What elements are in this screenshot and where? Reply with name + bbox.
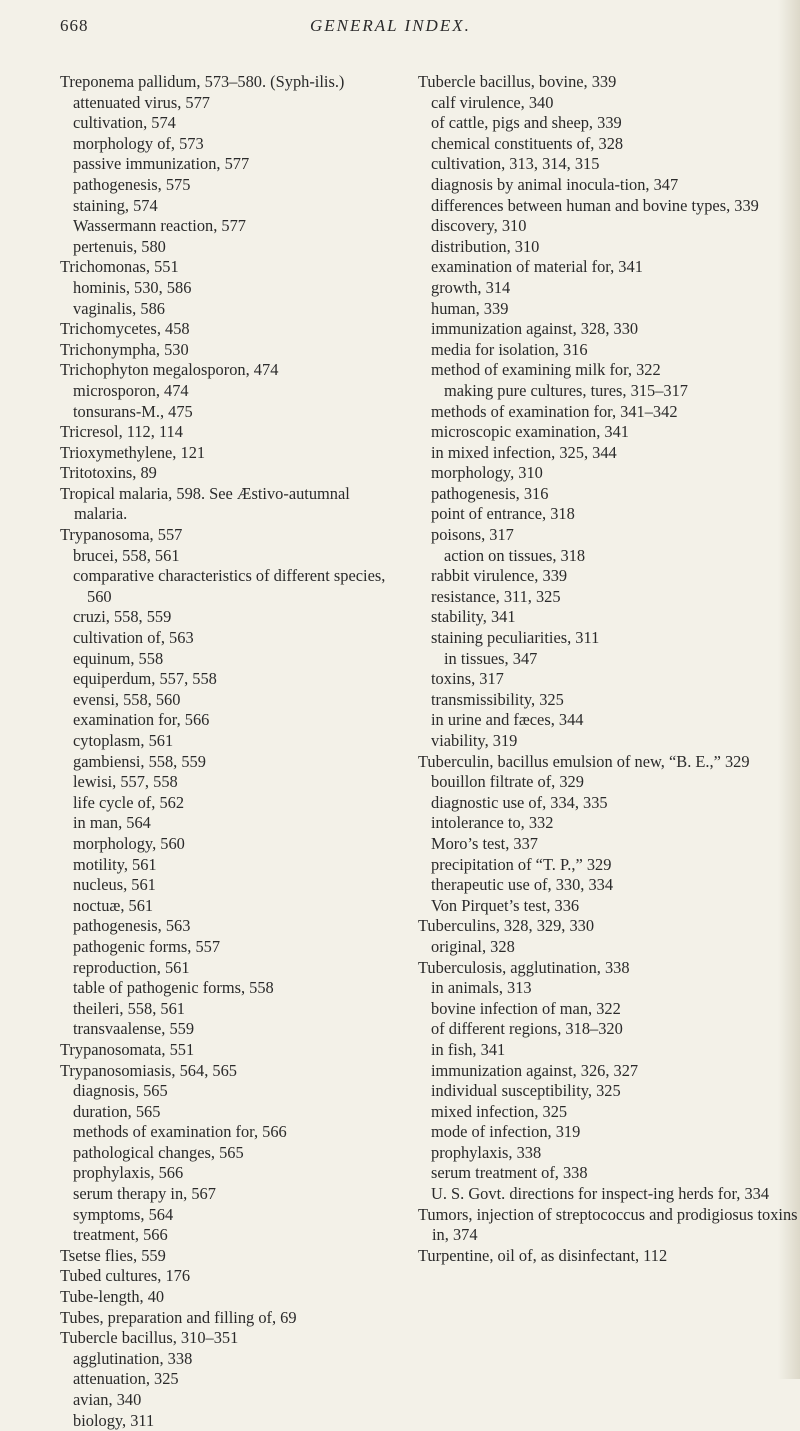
index-subentry: cultivation of, 563 [73, 628, 194, 648]
index-subentry: in man, 564 [73, 813, 151, 833]
index-subentry: pathogenesis, 316 [431, 483, 549, 503]
index-subentry: pathogenic forms, 557 [73, 936, 221, 956]
index-subentry: of cattle, pigs and sheep, 339 [431, 113, 622, 133]
index-subentry: methods of examination for, 566 [73, 1122, 287, 1142]
index-entry: Trichomonas, 551 [60, 257, 179, 277]
index-subentry: media for isolation, 316 [431, 339, 588, 359]
page-number: 668 [60, 16, 89, 35]
index-entry: Tubes, preparation and filling of, 69 [60, 1307, 297, 1327]
index-subentry: growth, 314 [431, 277, 511, 297]
index-subentry: treatment, 566 [73, 1225, 168, 1245]
index-subentry: cytoplasm, 561 [73, 731, 174, 750]
index-column-left [60, 72, 400, 1431]
index-subentry: immunization against, 328, 330 [431, 319, 639, 339]
index-subentry: prophylaxis, 566 [73, 1163, 184, 1183]
index-subentry: avian, 340 [73, 1390, 142, 1409]
index-subentry: attenuated virus, 577 [73, 92, 211, 112]
index-subentry: in fish, 341 [431, 1039, 506, 1059]
index-subentry: viability, 319 [431, 731, 518, 750]
index-entry: Tubercle bacillus, bovine, 339 [418, 72, 617, 91]
index-subentry: serum treatment of, 338 [431, 1163, 588, 1183]
index-subentry: bouillon filtrate of, 329 [431, 772, 584, 792]
index-entry: Tritotoxins, 89 [60, 463, 157, 483]
index-subentry: staining, 574 [73, 195, 158, 215]
index-subentry: human, 339 [431, 298, 509, 318]
index-subentry: method of examining milk for, 322 [431, 360, 661, 380]
index-column-right [418, 72, 798, 1266]
index-subentry: mixed infection, 325 [431, 1101, 568, 1121]
index-subentry: attenuation, 325 [73, 1369, 179, 1389]
index-subentry: pathogenesis, 575 [73, 174, 191, 194]
index-subentry: cultivation, 574 [73, 113, 176, 133]
index-entry: Treponema pallidum, 573–580. (Syph-ilis.) [60, 72, 345, 91]
index-subentry: diagnostic use of, 334, 335 [431, 792, 608, 812]
index-subentry: noctuæ, 561 [73, 895, 154, 915]
index-subentry: nucleus, 561 [73, 875, 156, 895]
index-entry: Tube-length, 40 [60, 1287, 165, 1307]
index-entry: Tuberculin, bacillus emulsion of new, “B. E.,” 329 [418, 751, 750, 771]
index-subentry: pathological changes, 565 [73, 1142, 244, 1162]
index-subentry: prophylaxis, 338 [431, 1142, 542, 1162]
index-subentry: symptoms, 564 [73, 1204, 174, 1224]
index-subentry: comparative characteristics of different species, 560 [73, 566, 386, 606]
index-subentry: transmissibility, 325 [431, 689, 564, 709]
index-subentry: original, 328 [431, 936, 515, 956]
index-subentry: Von Pirquet’s test, 336 [431, 895, 580, 915]
index-subentry: theileri, 558, 561 [73, 998, 185, 1018]
index-subentry: diagnosis, 565 [73, 1081, 168, 1101]
index-subentry: brucei, 558, 561 [73, 545, 180, 565]
index-subentry: lewisi, 557, 558 [73, 772, 178, 792]
index-entry: Trypanosomata, 551 [60, 1039, 195, 1059]
index-subentry: in urine and fæces, 344 [431, 710, 584, 730]
index-entry: Tropical malaria, 598. See Æstivo-autumnal malaria. [60, 483, 350, 524]
index-subentry: tonsurans-M., 475 [73, 401, 193, 421]
index-entry: Trichonympha, 530 [60, 339, 189, 359]
index-subentry: biology, 311 [73, 1410, 155, 1430]
index-subentry: pertenuis, 580 [73, 236, 166, 256]
index-entry: Tsetse flies, 559 [60, 1245, 166, 1265]
index-entry: Tubercle bacillus, 310–351 [60, 1328, 239, 1348]
running-title: GENERAL INDEX. [310, 16, 471, 35]
index-subentry: examination of material for, 341 [431, 257, 643, 277]
index-subentry: individual susceptibility, 325 [431, 1081, 621, 1101]
index-subentry: resistance, 311, 325 [431, 586, 561, 606]
index-subentry: morphology, 310 [431, 463, 543, 483]
index-subentry: U. S. Govt. directions for inspect-ing herds for, 334 [431, 1184, 770, 1204]
index-subentry: staining peculiarities, 311 [431, 628, 600, 648]
index-subentry: distribution, 310 [431, 236, 540, 256]
index-subentry: calf virulence, 340 [431, 92, 554, 112]
index-subentry: examination for, 566 [73, 710, 210, 730]
index-subentry: toxins, 317 [431, 669, 504, 689]
index-subentry: precipitation of “T. P.,” 329 [431, 854, 612, 874]
index-subentry: mode of infection, 319 [431, 1122, 581, 1142]
index-subentry: passive immunization, 577 [73, 154, 250, 174]
index-entry: Trypanosoma, 557 [60, 525, 183, 545]
index-subentry: agglutination, 338 [73, 1348, 193, 1368]
index-subentry: stability, 341 [431, 607, 516, 627]
index-subentry: pathogenesis, 563 [73, 916, 191, 936]
index-entry: Tuberculosis, agglutination, 338 [418, 957, 630, 977]
index-entry: Trichophyton megalosporon, 474 [60, 360, 279, 380]
index-entry: Tricresol, 112, 114 [60, 422, 183, 442]
index-entry: Tumors, injection of streptococcus and prodigiosus toxins in, 374 [418, 1204, 798, 1245]
index-subentry: reproduction, 561 [73, 957, 190, 977]
index-subentry: Moro’s test, 337 [431, 833, 538, 853]
index-subentry: life cycle of, 562 [73, 792, 185, 812]
index-subentry: in mixed infection, 325, 344 [431, 442, 617, 462]
index-entry: Trypanosomiasis, 564, 565 [60, 1060, 237, 1080]
index-subentry: cultivation, 313, 314, 315 [431, 154, 600, 174]
index-entry: Tuberculins, 328, 329, 330 [418, 916, 595, 936]
index-subentry: transvaalense, 559 [73, 1019, 195, 1039]
index-subentry: Wassermann reaction, 577 [73, 216, 246, 236]
index-subentry: chemical constituents of, 328 [431, 133, 624, 153]
index-subentry: diagnosis by animal inocula-tion, 347 [431, 174, 679, 194]
index-subentry: action on tissues, 318 [444, 545, 586, 565]
index-subentry: poisons, 317 [431, 525, 514, 545]
index-subentry: immunization against, 326, 327 [431, 1060, 639, 1080]
index-subentry: morphology of, 573 [73, 133, 204, 153]
index-subentry: point of entrance, 318 [431, 504, 575, 524]
index-subentry: serum therapy in, 567 [73, 1184, 216, 1204]
index-entry: Tubed cultures, 176 [60, 1266, 191, 1286]
index-subentry: methods of examination for, 341–342 [431, 401, 678, 421]
index-subentry: making pure cultures, tures, 315–317 [444, 380, 688, 400]
index-subentry: motility, 561 [73, 854, 157, 874]
index-subentry: in tissues, 347 [444, 648, 538, 668]
index-subentry: cruzi, 558, 559 [73, 607, 172, 627]
index-subentry: rabbit virulence, 339 [431, 566, 568, 586]
index-subentry: hominis, 530, 586 [73, 277, 192, 297]
index-subentry: of different regions, 318–320 [431, 1019, 623, 1039]
index-subentry: microscopic examination, 341 [431, 422, 630, 442]
index-subentry: microsporon, 474 [73, 380, 189, 400]
index-subentry: evensi, 558, 560 [73, 689, 181, 709]
index-subentry: morphology, 560 [73, 833, 185, 853]
index-subentry: equiperdum, 557, 558 [73, 669, 217, 689]
index-subentry: equinum, 558 [73, 648, 164, 668]
index-subentry: intolerance to, 332 [431, 813, 554, 833]
index-subentry: in animals, 313 [431, 978, 532, 998]
index-subentry: duration, 565 [73, 1101, 161, 1121]
index-subentry: bovine infection of man, 322 [431, 998, 621, 1018]
index-subentry: discovery, 310 [431, 216, 527, 236]
index-subentry: vaginalis, 586 [73, 298, 165, 318]
index-entry: Trichomycetes, 458 [60, 319, 190, 339]
index-subentry: therapeutic use of, 330, 334 [431, 875, 614, 895]
index-subentry: gambiensi, 558, 559 [73, 751, 206, 771]
index-entry: Turpentine, oil of, as disinfectant, 112 [418, 1245, 668, 1265]
index-subentry: differences between human and bovine types, 339 [431, 195, 759, 215]
page-header [60, 16, 760, 44]
index-subentry: table of pathogenic forms, 558 [73, 978, 274, 998]
index-entry: Trioxymethylene, 121 [60, 442, 206, 462]
